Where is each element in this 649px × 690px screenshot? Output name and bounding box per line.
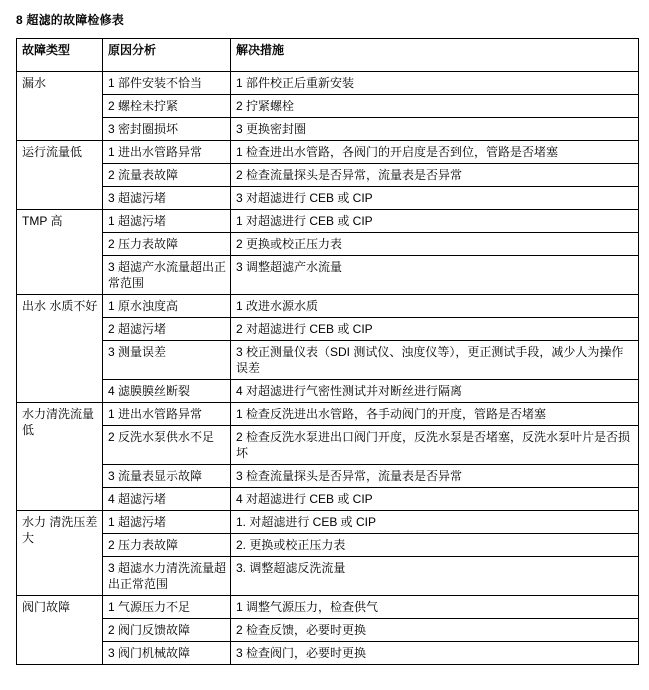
cause-cell: 2 超滤污堵 [103,318,231,341]
solution-cell: 2 对超滤进行 CEB 或 CIP [231,318,639,341]
cause-cell: 1 原水浊度高 [103,295,231,318]
solution-cell: 2 拧紧螺栓 [231,95,639,118]
table-row [17,210,639,233]
cause-cell: 2 流量表故障 [103,164,231,187]
solution-cell: 3 调整超滤产水流量 [231,256,639,295]
cause-cell: 1 进出水管路异常 [103,141,231,164]
fault-type-cell: 出水 水质不好 [17,295,103,403]
solution-cell: 3 检查流量探头是否异常，流量表是否异常 [231,465,639,488]
table-row [17,557,639,596]
cause-cell: 2 螺栓未拧紧 [103,95,231,118]
solution-cell: 3 更换密封圈 [231,118,639,141]
table-row [17,118,639,141]
table-row [17,295,639,318]
header-cause-analysis: 原因分析 [103,39,231,72]
table-row [17,95,639,118]
fault-type-cell: 水力 清洗压差大 [17,511,103,596]
solution-cell: 1 部件校正后重新安装 [231,72,639,95]
solution-cell: 2 检查流量探头是否异常，流量表是否异常 [231,164,639,187]
page-title: 8 超滤的故障检修表 [16,13,125,27]
cause-cell: 2 压力表故障 [103,233,231,256]
cause-cell: 2 反洗水泵供水不足 [103,426,231,465]
fault-type-cell: TMP 高 [17,210,103,295]
cause-cell: 3 阀门机械故障 [103,642,231,665]
cause-cell: 3 流量表显示故障 [103,465,231,488]
table-row [17,534,639,557]
cause-cell: 4 滤膜膜丝断裂 [103,380,231,403]
solution-cell: 3 对超滤进行 CEB 或 CIP [231,187,639,210]
cause-cell: 1 进出水管路异常 [103,403,231,426]
table-row [17,619,639,642]
cause-cell: 3 超滤污堵 [103,187,231,210]
table-row [17,187,639,210]
table-row [17,488,639,511]
fault-troubleshooting-table [16,38,639,665]
cause-cell: 1 超滤污堵 [103,210,231,233]
table-row [17,465,639,488]
table-row [17,72,639,95]
table-header-row [17,39,639,72]
solution-cell: 2 检查反馈，必要时更换 [231,619,639,642]
solution-cell: 2 更换或校正压力表 [231,233,639,256]
table-row [17,141,639,164]
table-row [17,642,639,665]
cause-cell: 4 超滤污堵 [103,488,231,511]
table-row [17,380,639,403]
cause-cell: 1 部件安装不恰当 [103,72,231,95]
solution-cell: 1 对超滤进行 CEB 或 CIP [231,210,639,233]
cause-cell: 3 密封圈损坏 [103,118,231,141]
solution-cell: 1. 对超滤进行 CEB 或 CIP [231,511,639,534]
header-solution: 解决措施 [231,39,639,72]
fault-type-cell: 水力清洗流量低 [17,403,103,511]
cause-cell: 1 超滤污堵 [103,511,231,534]
solution-cell: 2. 更换或校正压力表 [231,534,639,557]
table-row [17,164,639,187]
header-fault-type: 故障类型 [17,39,103,72]
cause-cell: 1 气源压力不足 [103,596,231,619]
solution-cell: 4 对超滤进行 CEB 或 CIP [231,488,639,511]
fault-type-cell: 漏水 [17,72,103,141]
table-body [17,72,639,665]
solution-cell: 1 改进水源水质 [231,295,639,318]
table-row [17,233,639,256]
solution-cell: 1 检查反洗进出水管路，各手动阀门的开度，管路是否堵塞 [231,403,639,426]
cause-cell: 2 阀门反馈故障 [103,619,231,642]
solution-cell: 3. 调整超滤反洗流量 [231,557,639,596]
cause-cell: 3 测量误差 [103,341,231,380]
fault-type-cell: 运行流量低 [17,141,103,210]
table-row [17,511,639,534]
cause-cell: 3 超滤水力清洗流量超出正常范围 [103,557,231,596]
solution-cell: 2 检查反洗水泵进出口阀门开度，反洗水泵是否堵塞，反洗水泵叶片是否损坏 [231,426,639,465]
solution-cell: 4 对超滤进行气密性测试并对断丝进行隔离 [231,380,639,403]
table-row [17,318,639,341]
cause-cell: 3 超滤产水流量超出正常范围 [103,256,231,295]
solution-cell: 1 检查进出水管路，各阀门的开启度是否到位，管路是否堵塞 [231,141,639,164]
table-row [17,596,639,619]
solution-cell: 3 检查阀门，必要时更换 [231,642,639,665]
solution-cell: 3 校正测量仪表（SDI 测试仪、浊度仪等），更正测试手段，减少人为操作误差 [231,341,639,380]
table-row [17,341,639,380]
table-row [17,426,639,465]
table-row [17,403,639,426]
solution-cell: 1 调整气源压力，检查供气 [231,596,639,619]
cause-cell: 2 压力表故障 [103,534,231,557]
fault-type-cell: 阀门故障 [17,596,103,665]
table-row [17,256,639,295]
